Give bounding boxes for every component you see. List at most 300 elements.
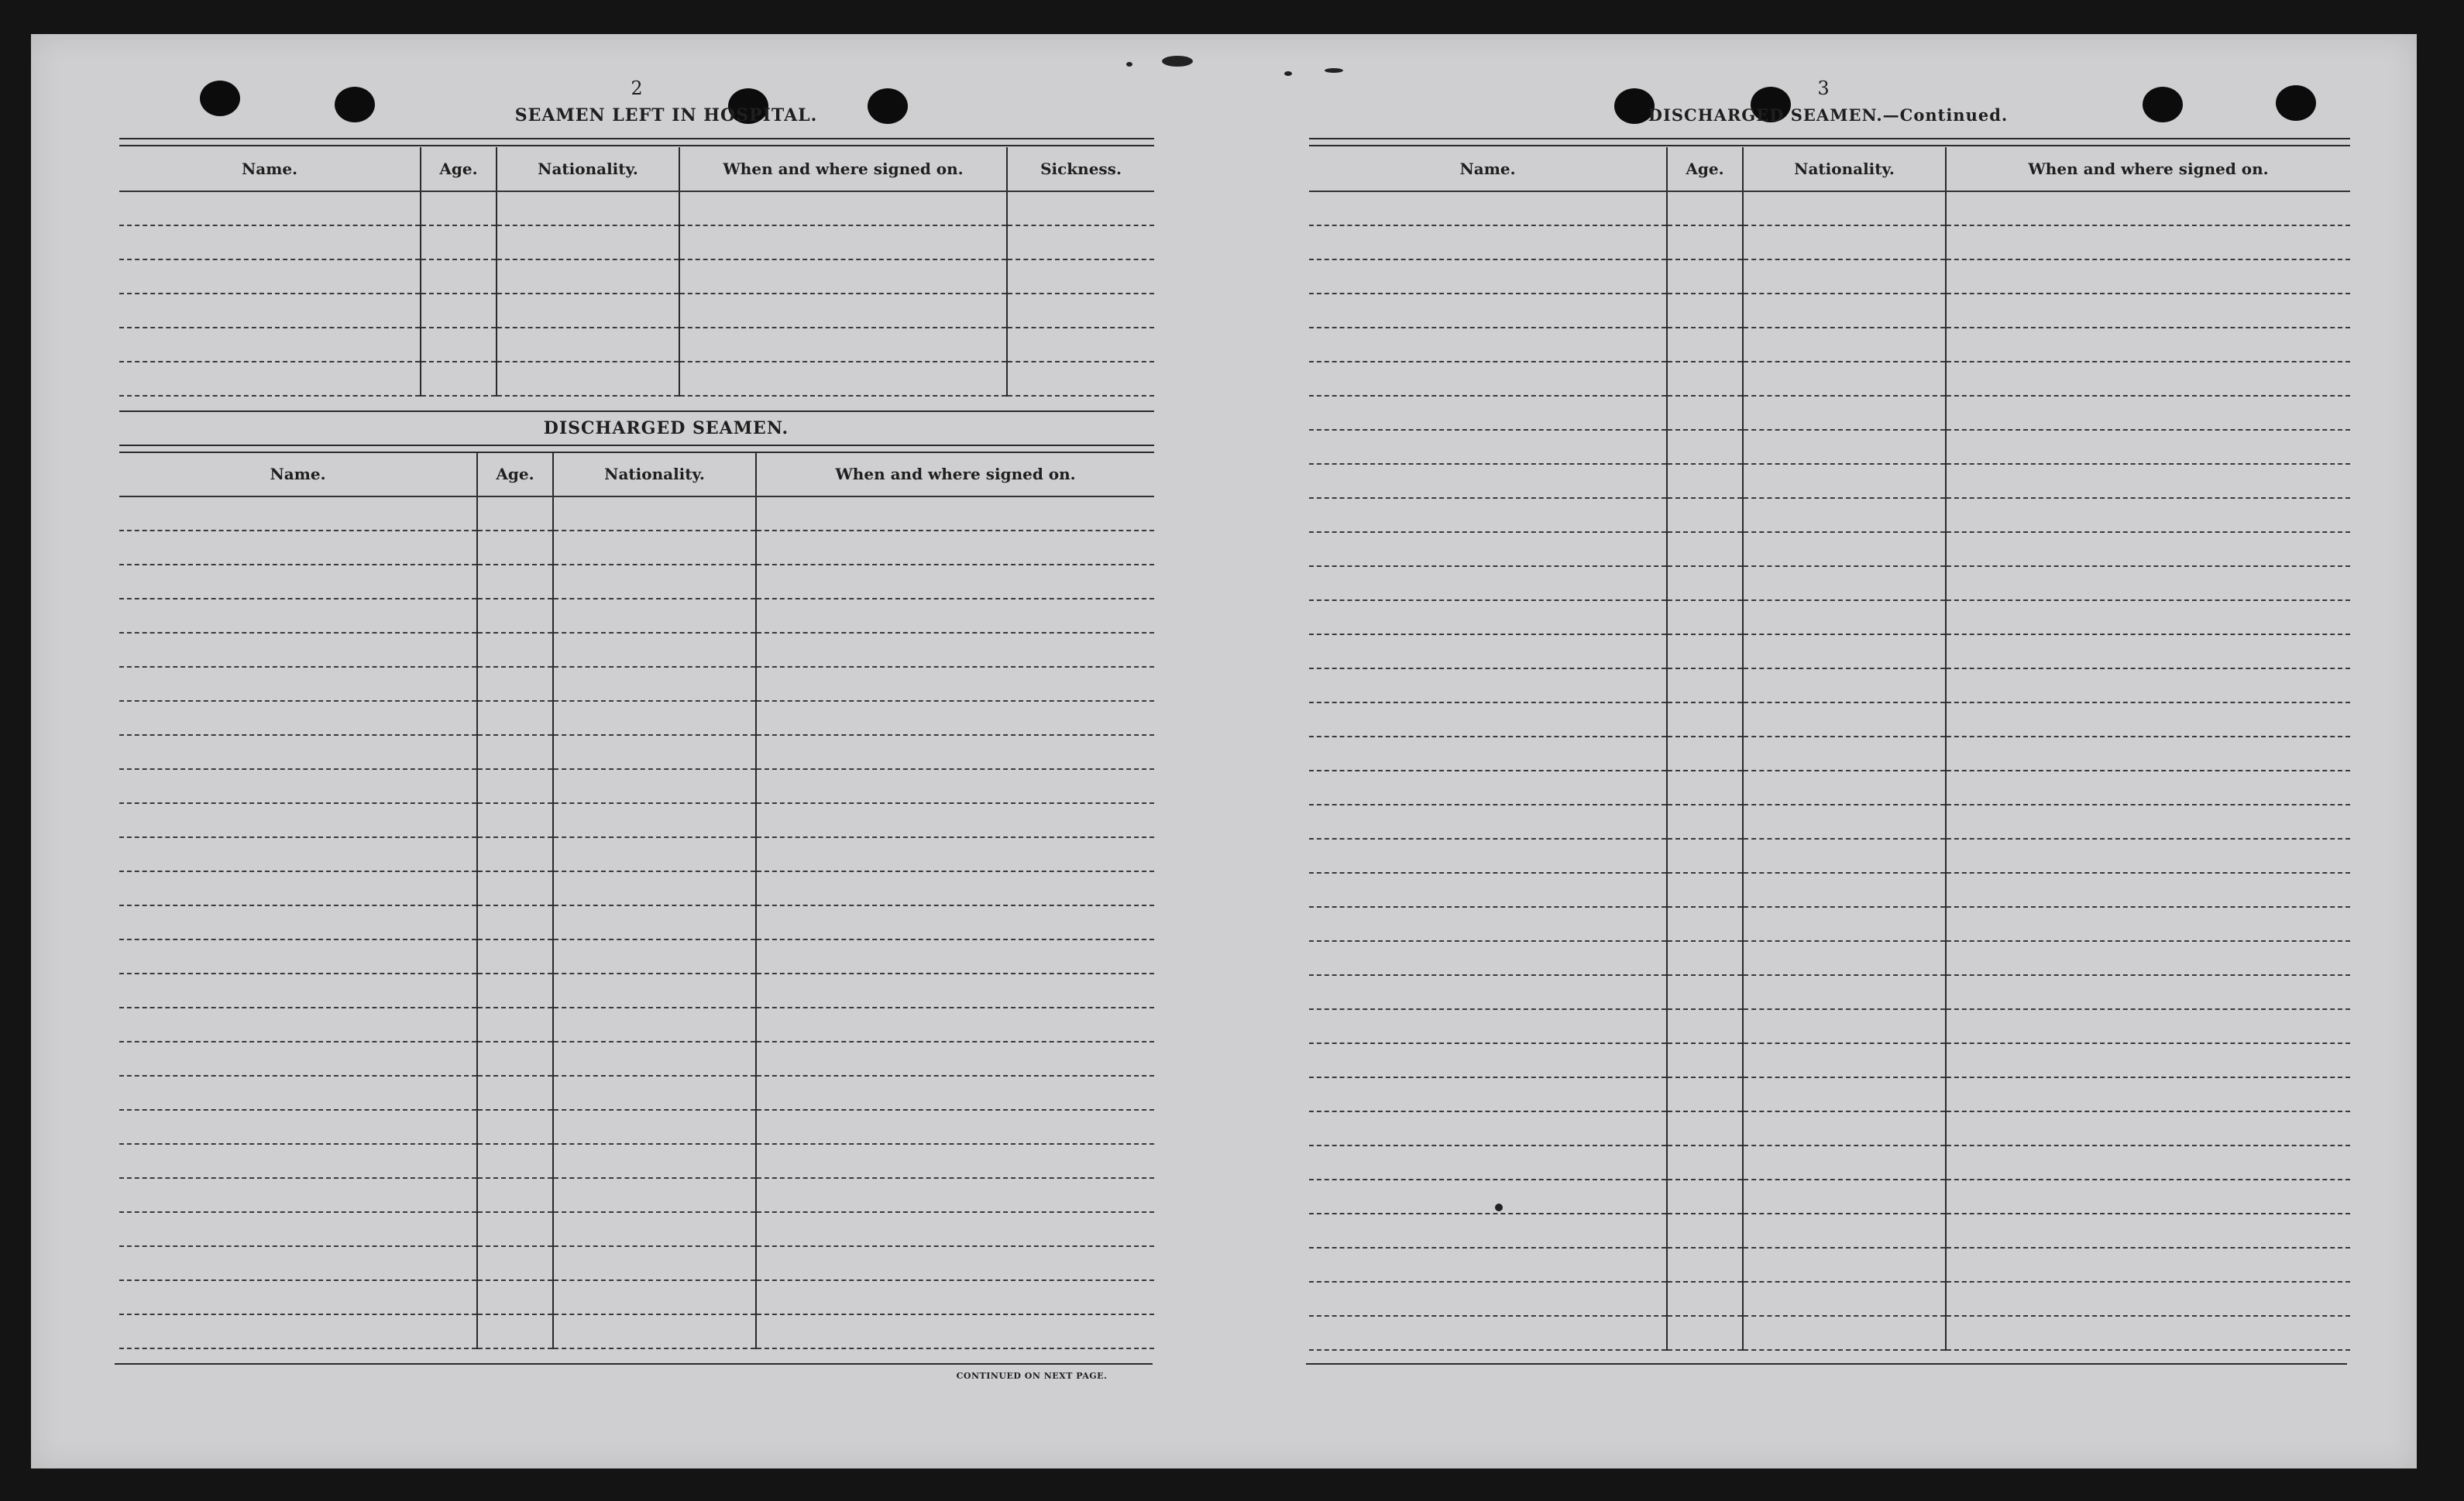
blank-entry-cell <box>679 225 1007 259</box>
blank-entry-cell <box>1743 396 1946 430</box>
table-row <box>119 667 1154 701</box>
blank-entry-cell <box>497 294 679 328</box>
blank-entry-cell <box>553 1008 756 1042</box>
blank-entry-cell <box>1667 975 1743 1009</box>
blank-entry-cell <box>553 1144 756 1178</box>
blank-entry-cell <box>1667 907 1743 941</box>
blank-entry-cell <box>477 667 553 701</box>
blank-entry-cell <box>421 294 497 328</box>
ink-speck <box>1162 56 1193 67</box>
blank-entry-cell <box>119 871 477 905</box>
blank-entry-cell <box>1946 634 2350 668</box>
blank-entry-cell <box>756 1280 1154 1314</box>
blank-entry-cell <box>1667 362 1743 396</box>
blank-entry-cell <box>119 362 421 396</box>
blank-entry-cell <box>1743 191 1946 225</box>
blank-entry-cell <box>756 974 1154 1008</box>
punch-hole <box>2276 85 2316 121</box>
continued-note: CONTINUED ON NEXT PAGE. <box>956 1371 1108 1381</box>
blank-entry-cell <box>553 974 756 1008</box>
blank-entry-cell <box>756 1144 1154 1178</box>
discharged-section-title: DISCHARGED SEAMEN. <box>543 418 789 438</box>
table-row <box>119 905 1154 939</box>
blank-entry-cell <box>477 1246 553 1280</box>
blank-entry-cell <box>1667 328 1743 362</box>
blank-entry-cell <box>1946 600 2350 634</box>
column-header: Name. <box>1309 147 1667 191</box>
blank-entry-cell <box>477 701 553 735</box>
column-header: When and where signed on. <box>756 452 1154 496</box>
blank-entry-cell <box>1309 1248 1667 1282</box>
blank-entry-cell <box>553 1110 756 1144</box>
blank-entry-cell <box>1667 225 1743 259</box>
hospital-bottom-rule <box>119 410 1154 412</box>
blank-entry-cell <box>756 735 1154 769</box>
blank-entry-cell <box>477 803 553 837</box>
blank-entry-cell <box>1946 907 2350 941</box>
continued-bottom-rule <box>1306 1363 2347 1365</box>
blank-entry-cell <box>1946 668 2350 702</box>
table-row <box>1309 1043 2350 1077</box>
blank-entry-cell <box>1309 1146 1667 1180</box>
blank-entry-cell <box>553 565 756 599</box>
blank-entry-cell <box>119 1314 477 1348</box>
blank-entry-cell <box>1667 702 1743 737</box>
table-row <box>1309 566 2350 600</box>
blank-entry-cell <box>1309 873 1667 907</box>
table-row <box>1309 498 2350 532</box>
blank-entry-cell <box>477 633 553 667</box>
table-row <box>119 1178 1154 1212</box>
blank-entry-cell <box>1309 294 1667 328</box>
blank-entry-cell <box>421 328 497 362</box>
blank-entry-cell <box>1743 1043 1946 1077</box>
blank-entry-cell <box>1309 975 1667 1009</box>
table-row <box>119 803 1154 837</box>
blank-entry-cell <box>1667 294 1743 328</box>
blank-entry-cell <box>1309 1043 1667 1077</box>
blank-entry-cell <box>756 496 1154 531</box>
blank-entry-cell <box>477 1144 553 1178</box>
blank-entry-cell <box>1667 1043 1743 1077</box>
blank-entry-cell <box>1667 1146 1743 1180</box>
blank-entry-cell <box>1667 737 1743 771</box>
continued-header-rule <box>1309 138 2350 146</box>
blank-entry-cell <box>119 803 477 837</box>
blank-entry-cell <box>119 1144 477 1178</box>
blank-entry-cell <box>119 328 421 362</box>
blank-entry-cell <box>497 362 679 396</box>
ink-speck <box>1126 62 1132 67</box>
blank-entry-cell <box>679 191 1007 225</box>
blank-entry-cell <box>1667 430 1743 464</box>
blank-entry-cell <box>1946 498 2350 532</box>
blank-entry-cell <box>679 294 1007 328</box>
blank-entry-cell <box>756 1076 1154 1110</box>
blank-entry-cell <box>497 259 679 294</box>
blank-entry-cell <box>1743 430 1946 464</box>
blank-entry-cell <box>756 905 1154 939</box>
blank-entry-cell <box>1667 1077 1743 1111</box>
column-header: Name. <box>119 147 421 191</box>
blank-entry-cell <box>1743 668 1946 702</box>
blank-entry-cell <box>477 735 553 769</box>
column-header: Age. <box>477 452 553 496</box>
blank-entry-cell <box>1667 1248 1743 1282</box>
table-row <box>119 259 1154 294</box>
blank-entry-cell <box>1667 873 1743 907</box>
table-row <box>119 837 1154 871</box>
blank-entry-cell <box>119 1110 477 1144</box>
blank-entry-cell <box>1743 1316 1946 1350</box>
table-row <box>119 1144 1154 1178</box>
table-row <box>1309 975 2350 1009</box>
blank-entry-cell <box>119 531 477 565</box>
blank-entry-cell <box>1667 464 1743 498</box>
table-row <box>1309 941 2350 975</box>
table-row <box>1309 907 2350 941</box>
blank-entry-cell <box>119 905 477 939</box>
blank-entry-cell <box>1309 771 1667 805</box>
table-row <box>1309 1077 2350 1111</box>
blank-entry-cell <box>1743 259 1946 294</box>
blank-entry-cell <box>119 496 477 531</box>
hospital-table <box>119 147 1154 397</box>
blank-entry-cell <box>1743 771 1946 805</box>
blank-entry-cell <box>421 259 497 294</box>
blank-entry-cell <box>497 191 679 225</box>
column-header: Sickness. <box>1007 147 1154 191</box>
blank-entry-cell <box>119 191 421 225</box>
blank-entry-cell <box>119 939 477 974</box>
blank-entry-cell <box>1946 1043 2350 1077</box>
blank-entry-cell <box>119 667 477 701</box>
blank-entry-cell <box>1667 771 1743 805</box>
blank-entry-cell <box>1743 328 1946 362</box>
blank-entry-cell <box>497 225 679 259</box>
blank-entry-cell <box>477 905 553 939</box>
blank-entry-cell <box>1309 464 1667 498</box>
blank-entry-cell <box>1667 1180 1743 1214</box>
blank-entry-cell <box>477 1314 553 1348</box>
table-row <box>1309 839 2350 873</box>
blank-entry-cell <box>756 1314 1154 1348</box>
blank-entry-cell <box>1309 430 1667 464</box>
blank-entry-cell <box>1007 362 1154 396</box>
blank-entry-cell <box>553 1280 756 1314</box>
blank-entry-cell <box>1309 634 1667 668</box>
blank-entry-cell <box>1667 1009 1743 1043</box>
blank-entry-cell <box>119 701 477 735</box>
blank-entry-cell <box>477 599 553 633</box>
column-header: Nationality. <box>497 147 679 191</box>
blank-entry-cell <box>1946 225 2350 259</box>
blank-entry-cell <box>1946 737 2350 771</box>
blank-entry-cell <box>553 1246 756 1280</box>
blank-entry-cell <box>553 496 756 531</box>
table-row <box>1309 191 2350 225</box>
punch-hole <box>335 87 375 122</box>
table-row <box>119 633 1154 667</box>
blank-entry-cell <box>756 565 1154 599</box>
blank-entry-cell <box>1309 1180 1667 1214</box>
blank-entry-cell <box>1309 839 1667 873</box>
blank-entry-cell <box>1309 941 1667 975</box>
blank-entry-cell <box>119 1246 477 1280</box>
discharged-bottom-rule <box>115 1363 1153 1365</box>
column-header: Age. <box>1667 147 1743 191</box>
blank-entry-cell <box>1946 191 2350 225</box>
blank-entry-cell <box>119 837 477 871</box>
table-row <box>1309 1214 2350 1248</box>
blank-entry-cell <box>1743 1248 1946 1282</box>
blank-entry-cell <box>1309 668 1667 702</box>
blank-entry-cell <box>477 531 553 565</box>
blank-entry-cell <box>1743 907 1946 941</box>
blank-entry-cell <box>1946 873 2350 907</box>
blank-entry-cell <box>679 259 1007 294</box>
blank-entry-cell <box>477 837 553 871</box>
blank-entry-cell <box>1946 566 2350 600</box>
ink-speck <box>1325 68 1343 73</box>
table-row <box>1309 1248 2350 1282</box>
blank-entry-cell <box>1743 225 1946 259</box>
table-row <box>119 565 1154 599</box>
table-row <box>1309 805 2350 839</box>
form-sheet <box>31 34 2417 1468</box>
blank-entry-cell <box>477 1008 553 1042</box>
blank-entry-cell <box>1667 668 1743 702</box>
blank-entry-cell <box>1743 941 1946 975</box>
hospital-section-title: SEAMEN LEFT IN HOSPITAL. <box>514 105 818 125</box>
blank-entry-cell <box>477 1212 553 1246</box>
blank-entry-cell <box>1743 702 1946 737</box>
table-row <box>119 599 1154 633</box>
table-row <box>119 1212 1154 1246</box>
ink-speck <box>1284 71 1292 76</box>
table-row <box>1309 362 2350 396</box>
blank-entry-cell <box>1946 396 2350 430</box>
blank-entry-cell <box>1946 1282 2350 1316</box>
continued-section-title: DISCHARGED SEAMEN.—Continued. <box>1648 105 2009 125</box>
blank-entry-cell <box>1309 1111 1667 1146</box>
blank-entry-cell <box>1946 975 2350 1009</box>
blank-entry-cell <box>1667 1214 1743 1248</box>
blank-entry-cell <box>1309 737 1667 771</box>
blank-entry-cell <box>421 225 497 259</box>
table-row <box>119 769 1154 803</box>
blank-entry-cell <box>119 225 421 259</box>
punch-hole <box>2143 87 2183 122</box>
blank-entry-cell <box>553 701 756 735</box>
continued-table <box>1309 147 2350 1351</box>
blank-entry-cell <box>1667 191 1743 225</box>
blank-entry-cell <box>119 1280 477 1314</box>
punch-hole <box>868 88 908 124</box>
blank-entry-cell <box>1007 225 1154 259</box>
blank-entry-cell <box>1743 566 1946 600</box>
discharged-table <box>119 452 1154 1349</box>
table-row <box>119 1042 1154 1076</box>
table-row <box>119 1280 1154 1314</box>
blank-entry-cell <box>756 769 1154 803</box>
blank-entry-cell <box>756 633 1154 667</box>
blank-entry-cell <box>421 362 497 396</box>
blank-entry-cell <box>1743 634 1946 668</box>
column-header: When and where signed on. <box>1946 147 2350 191</box>
blank-entry-cell <box>1743 1009 1946 1043</box>
blank-entry-cell <box>1309 1316 1667 1350</box>
table-row <box>1309 294 2350 328</box>
blank-entry-cell <box>553 735 756 769</box>
blank-entry-cell <box>1946 464 2350 498</box>
table-row <box>1309 396 2350 430</box>
blank-entry-cell <box>1309 498 1667 532</box>
blank-entry-cell <box>553 769 756 803</box>
blank-entry-cell <box>119 735 477 769</box>
blank-entry-cell <box>1946 839 2350 873</box>
table-row <box>119 939 1154 974</box>
blank-entry-cell <box>477 974 553 1008</box>
blank-entry-cell <box>1743 532 1946 566</box>
blank-entry-cell <box>1309 191 1667 225</box>
blank-entry-cell <box>421 191 497 225</box>
table-row <box>119 1314 1154 1348</box>
table-row <box>119 191 1154 225</box>
blank-entry-cell <box>553 599 756 633</box>
blank-entry-cell <box>1667 941 1743 975</box>
blank-entry-cell <box>1946 532 2350 566</box>
table-row <box>119 871 1154 905</box>
table-row <box>119 701 1154 735</box>
blank-entry-cell <box>756 667 1154 701</box>
blank-entry-cell <box>1667 259 1743 294</box>
blank-entry-cell <box>756 939 1154 974</box>
blank-entry-cell <box>119 1212 477 1246</box>
blank-entry-cell <box>1309 396 1667 430</box>
blank-entry-cell <box>119 259 421 294</box>
blank-entry-cell <box>1007 328 1154 362</box>
blank-entry-cell <box>553 837 756 871</box>
blank-entry-cell <box>1946 1180 2350 1214</box>
blank-entry-cell <box>1309 362 1667 396</box>
table-row <box>1309 771 2350 805</box>
blank-entry-cell <box>1946 805 2350 839</box>
blank-entry-cell <box>477 1178 553 1212</box>
table-row <box>1309 1111 2350 1146</box>
punch-hole <box>200 81 240 116</box>
blank-entry-cell <box>1946 702 2350 737</box>
table-row <box>119 974 1154 1008</box>
blank-entry-cell <box>1667 634 1743 668</box>
blank-entry-cell <box>119 1042 477 1076</box>
blank-entry-cell <box>1946 941 2350 975</box>
blank-entry-cell <box>119 769 477 803</box>
blank-entry-cell <box>756 1178 1154 1212</box>
page-number-left: 2 <box>631 77 643 99</box>
blank-entry-cell <box>1743 805 1946 839</box>
blank-entry-cell <box>1946 1214 2350 1248</box>
blank-entry-cell <box>756 701 1154 735</box>
column-header: Nationality. <box>1743 147 1946 191</box>
blank-entry-cell <box>553 1178 756 1212</box>
table-row <box>1309 1282 2350 1316</box>
blank-entry-cell <box>1309 600 1667 634</box>
table-row <box>1309 1180 2350 1214</box>
blank-entry-cell <box>553 531 756 565</box>
blank-entry-cell <box>119 1178 477 1212</box>
blank-entry-cell <box>1743 1180 1946 1214</box>
blank-entry-cell <box>1007 259 1154 294</box>
table-row <box>1309 532 2350 566</box>
blank-entry-cell <box>1667 839 1743 873</box>
blank-entry-cell <box>477 1042 553 1076</box>
column-header: Age. <box>421 147 497 191</box>
blank-entry-cell <box>1667 805 1743 839</box>
table-row <box>119 496 1154 531</box>
blank-entry-cell <box>477 769 553 803</box>
blank-entry-cell <box>1309 259 1667 294</box>
blank-entry-cell <box>553 803 756 837</box>
table-row <box>1309 430 2350 464</box>
blank-entry-cell <box>1946 328 2350 362</box>
blank-entry-cell <box>477 871 553 905</box>
blank-entry-cell <box>119 1076 477 1110</box>
table-row <box>119 735 1154 769</box>
blank-entry-cell <box>1667 498 1743 532</box>
column-header: When and where signed on. <box>679 147 1007 191</box>
table-row <box>1309 737 2350 771</box>
blank-entry-cell <box>1743 1214 1946 1248</box>
blank-entry-cell <box>1743 975 1946 1009</box>
blank-entry-cell <box>553 871 756 905</box>
blank-entry-cell <box>1743 362 1946 396</box>
blank-entry-cell <box>553 1042 756 1076</box>
blank-entry-cell <box>756 1110 1154 1144</box>
blank-entry-cell <box>1946 362 2350 396</box>
blank-entry-cell <box>756 1008 1154 1042</box>
blank-entry-cell <box>1309 702 1667 737</box>
blank-entry-cell <box>477 496 553 531</box>
blank-entry-cell <box>119 599 477 633</box>
blank-entry-cell <box>1667 1111 1743 1146</box>
blank-entry-cell <box>1743 839 1946 873</box>
table-row <box>1309 225 2350 259</box>
table-row <box>119 1110 1154 1144</box>
blank-entry-cell <box>756 1212 1154 1246</box>
blank-entry-cell <box>1946 1009 2350 1043</box>
blank-entry-cell <box>679 362 1007 396</box>
blank-entry-cell <box>756 531 1154 565</box>
blank-entry-cell <box>553 667 756 701</box>
table-row <box>119 1246 1154 1280</box>
blank-entry-cell <box>1946 771 2350 805</box>
table-row <box>1309 668 2350 702</box>
table-row <box>1309 1146 2350 1180</box>
blank-entry-cell <box>1667 396 1743 430</box>
blank-entry-cell <box>756 871 1154 905</box>
blank-entry-cell <box>756 599 1154 633</box>
blank-entry-cell <box>1743 1146 1946 1180</box>
column-header: Nationality. <box>553 452 756 496</box>
blank-entry-cell <box>1743 1077 1946 1111</box>
blank-entry-cell <box>1743 294 1946 328</box>
blank-entry-cell <box>1946 1248 2350 1282</box>
hospital-header-rule <box>119 138 1154 146</box>
table-row <box>1309 1009 2350 1043</box>
blank-entry-cell <box>1309 805 1667 839</box>
blank-entry-cell <box>756 1246 1154 1280</box>
